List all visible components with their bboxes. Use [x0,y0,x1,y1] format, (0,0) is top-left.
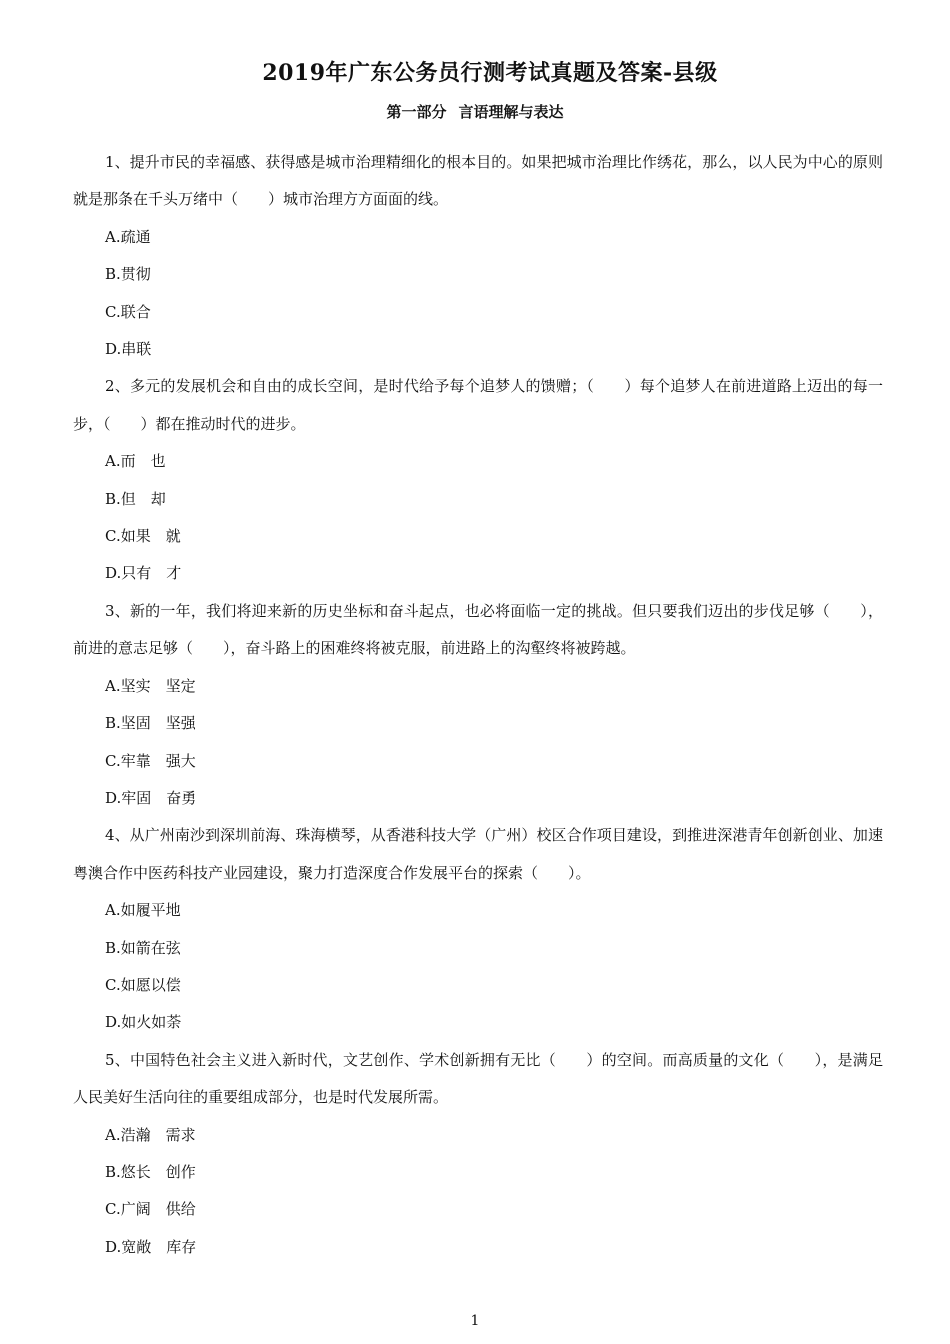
section-heading [0,100,950,124]
question-stem: 4、从广州南沙到深圳前海、珠海横琴，从香港科技大学（广州）校区合作项目建设，到推进深港青年创新创业、加速粤澳合作中医药科技产业园建设，聚力打造深度合作发展平台的探索（ ）。 [73,826,883,882]
option-d: D.牢固 奋勇 [105,788,197,807]
section-part: 第一部分 [386,103,447,121]
option-a: A.疏通 [105,227,151,246]
option-b: B.但 却 [105,489,166,508]
option-d: D.串联 [105,340,152,359]
option-b: B.悠长 创作 [105,1162,196,1181]
option-d: D.宽敞 库存 [105,1237,197,1256]
question-3 [73,593,883,817]
question-1 [73,144,883,368]
page-number: 1 [470,1313,480,1329]
question-list [73,144,883,1266]
option-c: C.如果 就 [105,527,181,546]
option-b: B.如箭在弦 [105,938,181,957]
option-a: A.坚实 坚定 [105,676,196,695]
question-5 [73,1042,883,1266]
option-c: C.如愿以偿 [105,975,181,994]
section-name: 言语理解与表达 [458,103,564,121]
question-stem: 3、新的一年，我们将迎来新的历史坐标和奋斗起点，也必将面临一定的挑战。但只要我们迈出的步伐足够（ ），前进的意志足够（ ），奋斗路上的困难终将被克服，前进路上的沟壑终将被跨越。 [73,601,883,658]
question-2 [73,368,883,592]
option-a: A.而 也 [105,452,166,471]
question-stem: 1、提升市民的幸福感、获得感是城市治理精细化的根本目的。如果把城市治理比作绣花，那么，以人民为中心的原则就是那条在千头万绪中（ ）城市治理方方面面的线。 [73,153,883,209]
document-title: 2019年广东公务员行测考试真题及答案-县级 [262,60,718,86]
option-d: D.如火如荼 [105,1013,182,1032]
option-c: C.联合 [105,302,151,321]
question-stem: 5、中国特色社会主义进入新时代，文艺创作、学术创新拥有无比（ ）的空间。而高质量的文化（ ），是满足人民美好生活向往的重要组成部分，也是时代发展所需。 [73,1050,883,1107]
question-4 [73,817,883,1041]
option-c: C.牢靠 强大 [105,751,196,770]
question-stem: 2、多元的发展机会和自由的成长空间，是时代给予每个追梦人的馈赠；（ ）每个追梦人在前进道路上迈出的每一步，（ ）都在推动时代的进步。 [73,377,883,433]
option-d: D.只有 才 [105,564,182,583]
option-c: C.广阔 供给 [105,1200,196,1219]
option-b: B.坚固 坚强 [105,714,196,733]
option-a: A.如履平地 [105,901,181,920]
option-a: A.浩瀚 需求 [105,1125,196,1144]
option-b: B.贯彻 [105,265,151,284]
